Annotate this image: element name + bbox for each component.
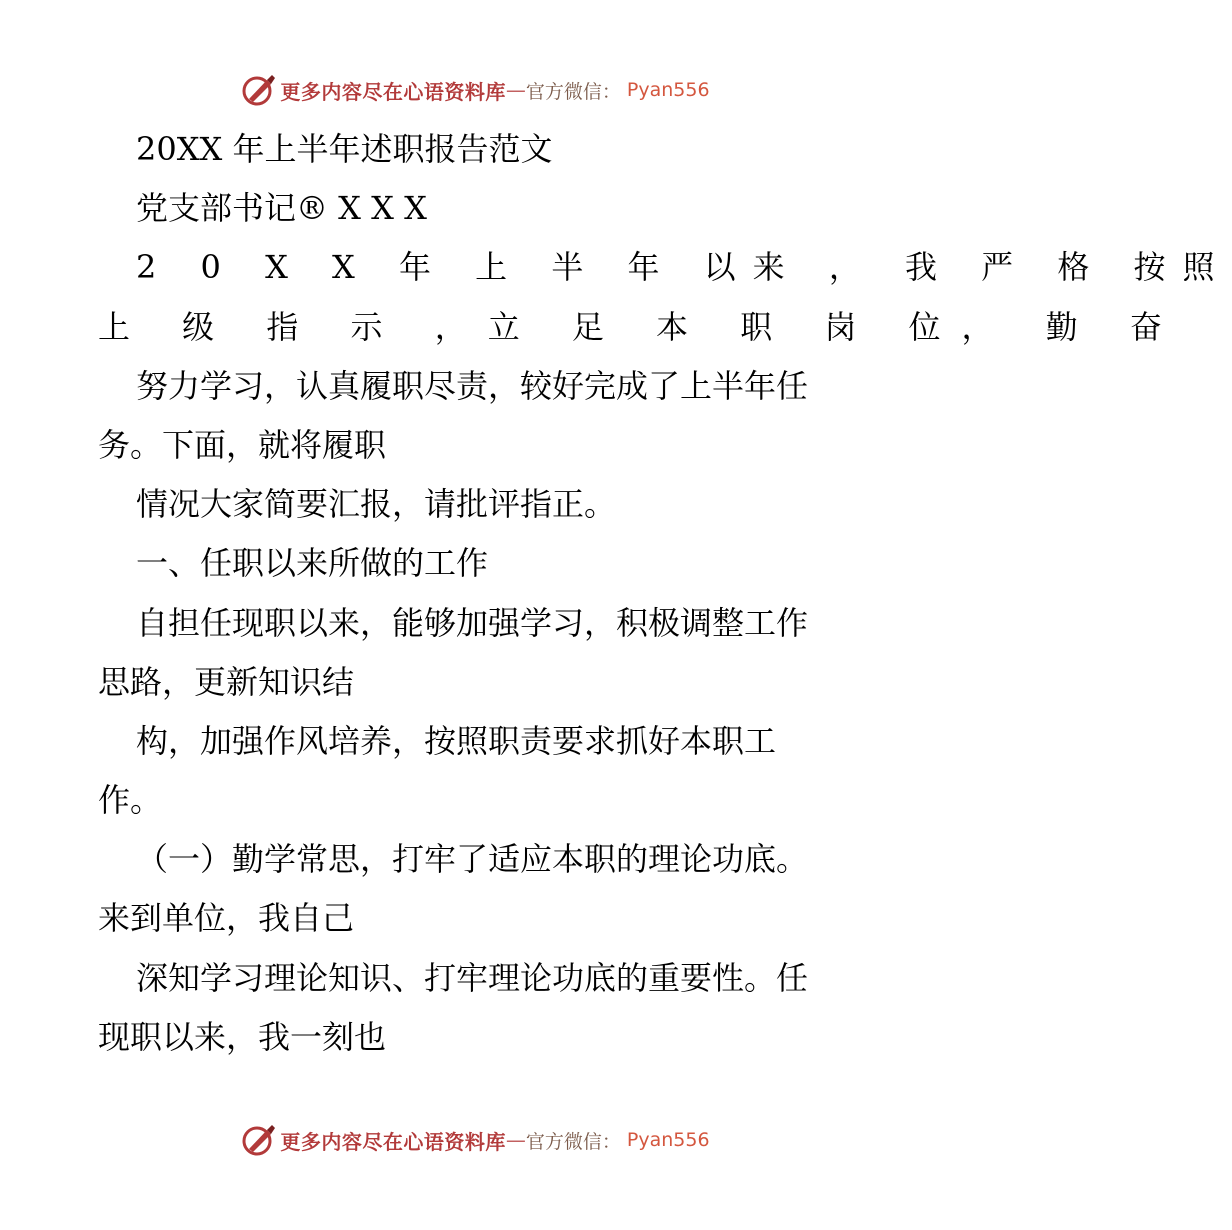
doc-line: 现职以来，我一刻也 <box>98 1017 387 1056</box>
doc-line: 上 级 指 示 ，立 足 本 职 岗 位， 勤 奋 <box>98 307 1183 346</box>
banner-wechat-label: 官方微信： <box>525 1130 621 1153</box>
doc-line: 构，加强作风培养，按照职责要求抓好本职工 <box>136 721 777 760</box>
doc-title: 20XX 年上半年述职报告范文 <box>136 130 553 168</box>
banner-text: 更多内容尽在心语资料库 <box>280 1129 506 1154</box>
banner-separator: — <box>505 78 526 102</box>
doc-author: 党支部书记® X X X <box>136 189 427 228</box>
doc-line: 作。 <box>98 781 163 820</box>
doc-line: 自担任现职以来，能够加强学习，积极调整工作 <box>136 603 809 642</box>
doc-line: 2 0 X X 年 上 半 年 以来 ， 我 严 格 按照 <box>136 248 1232 287</box>
banner-wechat-id: Pyan556 <box>626 1129 710 1151</box>
doc-line: 务。下面，就将履职 <box>98 425 387 464</box>
doc-line: 情况大家简要汇报，请批评指正。 <box>136 485 617 524</box>
banner-wechat-label: 官方微信： <box>525 80 621 103</box>
pen-logo-icon <box>240 1122 276 1158</box>
pen-logo-icon <box>240 72 276 108</box>
banner-separator: — <box>505 1128 526 1152</box>
doc-line: 思路，更新知识结 <box>98 662 355 701</box>
header-banner <box>0 70 950 110</box>
banner-wechat-id: Pyan556 <box>626 79 710 101</box>
document-body <box>98 120 1232 1067</box>
doc-line: 来到单位，我自己 <box>98 899 355 938</box>
doc-line: 深知学习理论知识、打牢理论功底的重要性。任 <box>136 958 809 997</box>
footer-banner <box>0 1120 950 1160</box>
banner-text: 更多内容尽在心语资料库 <box>280 79 506 104</box>
section-heading: 一、任职以来所做的工作 <box>136 544 489 583</box>
subsection-heading: （一）勤学常思，打牢了适应本职的理论功底。 <box>136 840 809 879</box>
doc-line: 努力学习，认真履职尽责，较好完成了上半年任 <box>136 366 809 405</box>
